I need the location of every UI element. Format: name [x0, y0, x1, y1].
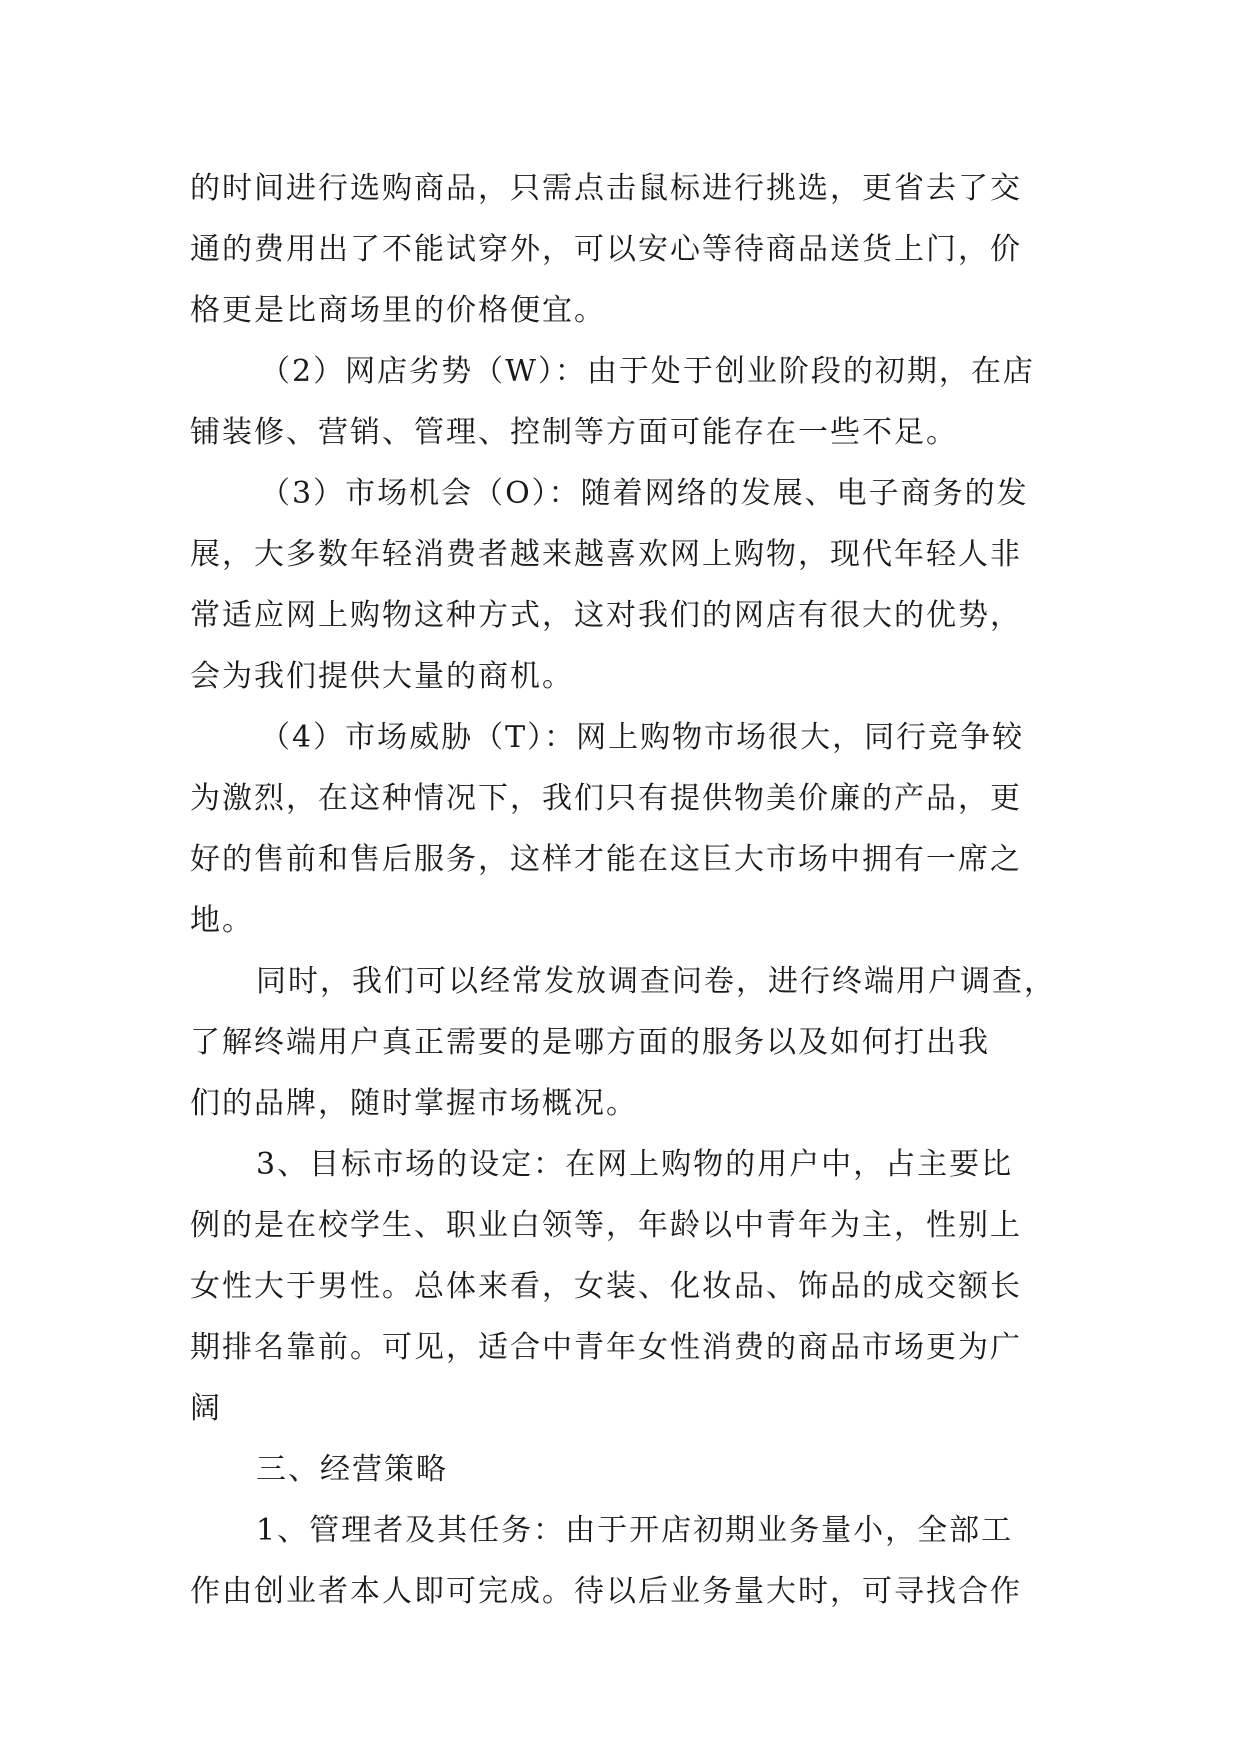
text-line: 铺装修、营销、管理、控制等方面可能存在一些不足。: [190, 415, 958, 450]
text-line: 例的是在校学生、职业白领等，年龄以中青年为主，性别上: [190, 1208, 1022, 1243]
paragraph-weakness: （2）网店劣势（W）：由于处于创业阶段的初期，在店: [260, 354, 1035, 389]
text-line: 格更是比商场里的价格便宜。: [190, 293, 606, 328]
text-line: 会为我们提供大量的商机。: [190, 659, 574, 694]
text-line: 通的费用出了不能试穿外，可以安心等待商品送货上门，价: [190, 232, 1022, 267]
text-line: 女性大于男性。总体来看，女装、化妆品、饰品的成交额长: [190, 1269, 1022, 1304]
paragraph-target-market: 3、目标市场的设定：在网上购物的用户中，占主要比: [256, 1147, 1014, 1182]
text-line: 为激烈，在这种情况下，我们只有提供物美价廉的产品，更: [190, 781, 1022, 816]
section-heading-strategy: 三、经营策略: [256, 1452, 448, 1487]
text-line: 好的售前和售后服务，这样才能在这巨大市场中拥有一席之: [190, 842, 1022, 877]
text-line: 阔: [190, 1391, 222, 1426]
document-body: [190, 158, 1060, 1622]
text-line: 地。: [190, 903, 254, 938]
text-line: 们的品牌，随时掌握市场概况。: [190, 1086, 638, 1121]
text-line: 作由创业者本人即可完成。待以后业务量大时，可寻找合作: [190, 1574, 1022, 1609]
paragraph-opportunity: （3）市场机会（O）：随着网络的发展、电子商务的发: [260, 476, 1029, 511]
text-line: 常适应网上购物这种方式，这对我们的网店有很大的优势，: [190, 598, 1022, 633]
text-line: 了解终端用户真正需要的是哪方面的服务以及如何打出我: [190, 1025, 990, 1060]
text-line: 展，大多数年轻消费者越来越喜欢网上购物，现代年轻人非: [190, 537, 1022, 572]
paragraph-survey: 同时，我们可以经常发放调查问卷，进行终端用户调查，: [256, 964, 1056, 999]
paragraph-manager: 1、管理者及其任务：由于开店初期业务量小，全部工: [256, 1513, 1014, 1548]
text-line: 的时间进行选购商品，只需点击鼠标进行挑选，更省去了交: [190, 171, 1022, 206]
text-line: 期排名靠前。可见，适合中青年女性消费的商品市场更为广: [190, 1330, 1022, 1365]
paragraph-threat: （4）市场威胁（T）：网上购物市场很大，同行竞争较: [260, 720, 1025, 755]
